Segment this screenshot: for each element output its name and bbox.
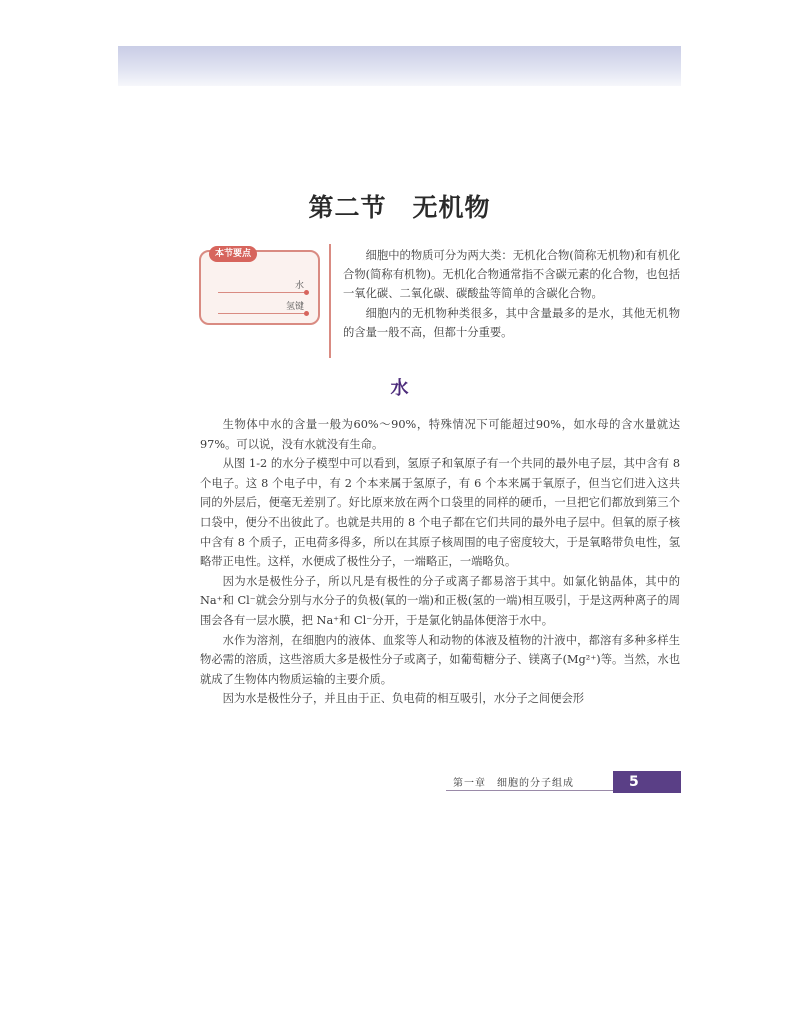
- body-paragraph: 因为水是极性分子，并且由于正、负电荷的相互吸引，水分子之间便会形: [222, 692, 585, 706]
- body-paragraph: 生物体中水的含量一般为60%～90%，特殊情况下可能超过90%，如水母的含水量就达97%。可以说，没有水就没有生命。: [200, 418, 680, 451]
- key-point-line: [218, 292, 306, 293]
- subsection-title: 水: [390, 378, 409, 399]
- bullet-dot-icon: [304, 290, 309, 295]
- bullet-dot-icon: [304, 311, 309, 316]
- divider: [329, 244, 331, 358]
- key-points-box: [199, 250, 320, 325]
- chapter-label: 第一章 细胞的分子组成: [453, 778, 574, 789]
- key-point-item: 氢键: [285, 302, 304, 312]
- intro-paragraph: 细胞内的无机物种类很多，其中含量最多的是水，其他无机物的含量一般不高，但都十分重要。: [343, 306, 680, 339]
- key-point-item: 水: [294, 281, 304, 291]
- body-paragraph: 水作为溶剂，在细胞内的液体、血浆等人和动物的体液及植物的汁液中，都溶有多种多样生物必需的溶质，这些溶质大多是极性分子或离子，如葡萄糖分子、镁离子(Mg²⁺)等。当然，水也就成了生物体内物质运输的主要介质。: [200, 633, 680, 686]
- intro-text: [343, 246, 680, 342]
- intro-paragraph: 细胞中的物质可分为两大类：无机化合物(简称无机物)和有机化合物(简称有机物)。无机化合物通常指不含碳元素的化合物，也包括一氧化碳、二氧化碳、碳酸盐等简单的含碳化合物。: [343, 249, 680, 301]
- key-points-title: 本节要点: [209, 246, 257, 262]
- key-point-line: [218, 313, 306, 314]
- page-number: 5: [613, 771, 681, 793]
- header-band: [118, 46, 681, 86]
- body-text: [200, 415, 680, 709]
- footer-rule: [446, 790, 613, 791]
- body-paragraph: 因为水是极性分子，所以凡是有极性的分子或离子都易溶于其中。如氯化钠晶体，其中的 Na⁺和 Cl⁻就会分别与水分子的负极(氧的一端)和正极(氢的一端)相互吸引，于是这两种离子的周围会各有一层水膜，把 Na⁺和 Cl⁻分开，于是氯化钠晶体便溶于水中。: [200, 574, 681, 627]
- section-title: 第二节 无机物: [308, 193, 491, 222]
- body-paragraph: 从图 1-2 的水分子模型中可以看到，氢原子和氧原子有一个共同的最外电子层，其中含有 8 个电子。这 8 个电子中，有 2 个本来属于氢原子，有 6 个本来属于氧原子，但当它们进入这共同的外层后，便毫无差别了。好比原来放在两个口袋里的同样的硬币，一旦把它们都放到第三个口袋中，便分不出彼此了。也就是共用的 8 个电子都在它们共同的最外电子层中。但氧的原子核中含有 8 个质子，正电荷多得多，所以在其原子核周围的电子密度较大，于是氧略带负电性，氢略带正电性。这样，水便成了极性分子，一端略正，一端略负。: [200, 457, 680, 569]
